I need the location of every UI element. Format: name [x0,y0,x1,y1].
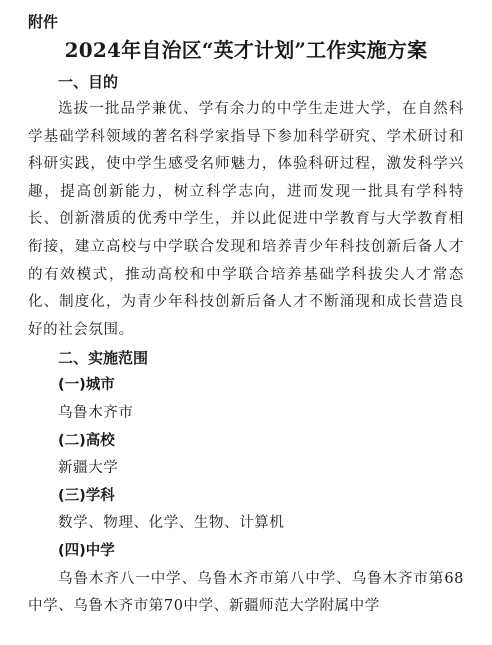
section-heading-purpose: 一、目的 [58,73,119,91]
document-title: 2024年自治区“英才计划”工作实施方案 [64,38,428,62]
purpose-paragraph: 选拔一批品学兼优、学有余力的中学生走进大学，在自然科学基础学科领域的著名科学家指导下参加科学研究、学术研讨和科研实践，使中学生感受名师魅力，体验科研过程，激发科学兴趣，提高创新能力，树立科学志向，进而发现一批具有学科特长、创新潜质的优秀中学生，并以此促进中学教育与大学教育相衔接，建立高校与中学联合发现和培养青少年科技创新后备人才的有效模式，推动高校和中学联合培养基础学科拔尖人才常态化、制度化，为青少年科技创新后备人才不断涌现和成长营造良好的社会氛围。 [28,101,464,338]
subsection-content-city: 乌鲁木齐市 [58,404,134,421]
subsection-content-university: 新疆大学 [58,460,119,477]
subsection-label-city: (一)城市 [58,377,115,394]
subsection-content-subjects: 数学、物理、化学、生物、计算机 [58,515,285,532]
subsection-content-schools: 乌鲁木齐八一中学、乌鲁木齐市第八中学、乌鲁木齐市第68中学、乌鲁木齐市第70中学、新疆师范大学附属中学 [28,570,464,615]
section-heading-scope: 二、实施范围 [58,349,149,368]
subsection-label-subjects: (三)学科 [58,487,115,504]
subsection-label-schools: (四)中学 [58,542,115,559]
attachment-label: 附件 [28,13,59,31]
subsection-label-university: (二)高校 [58,432,115,449]
